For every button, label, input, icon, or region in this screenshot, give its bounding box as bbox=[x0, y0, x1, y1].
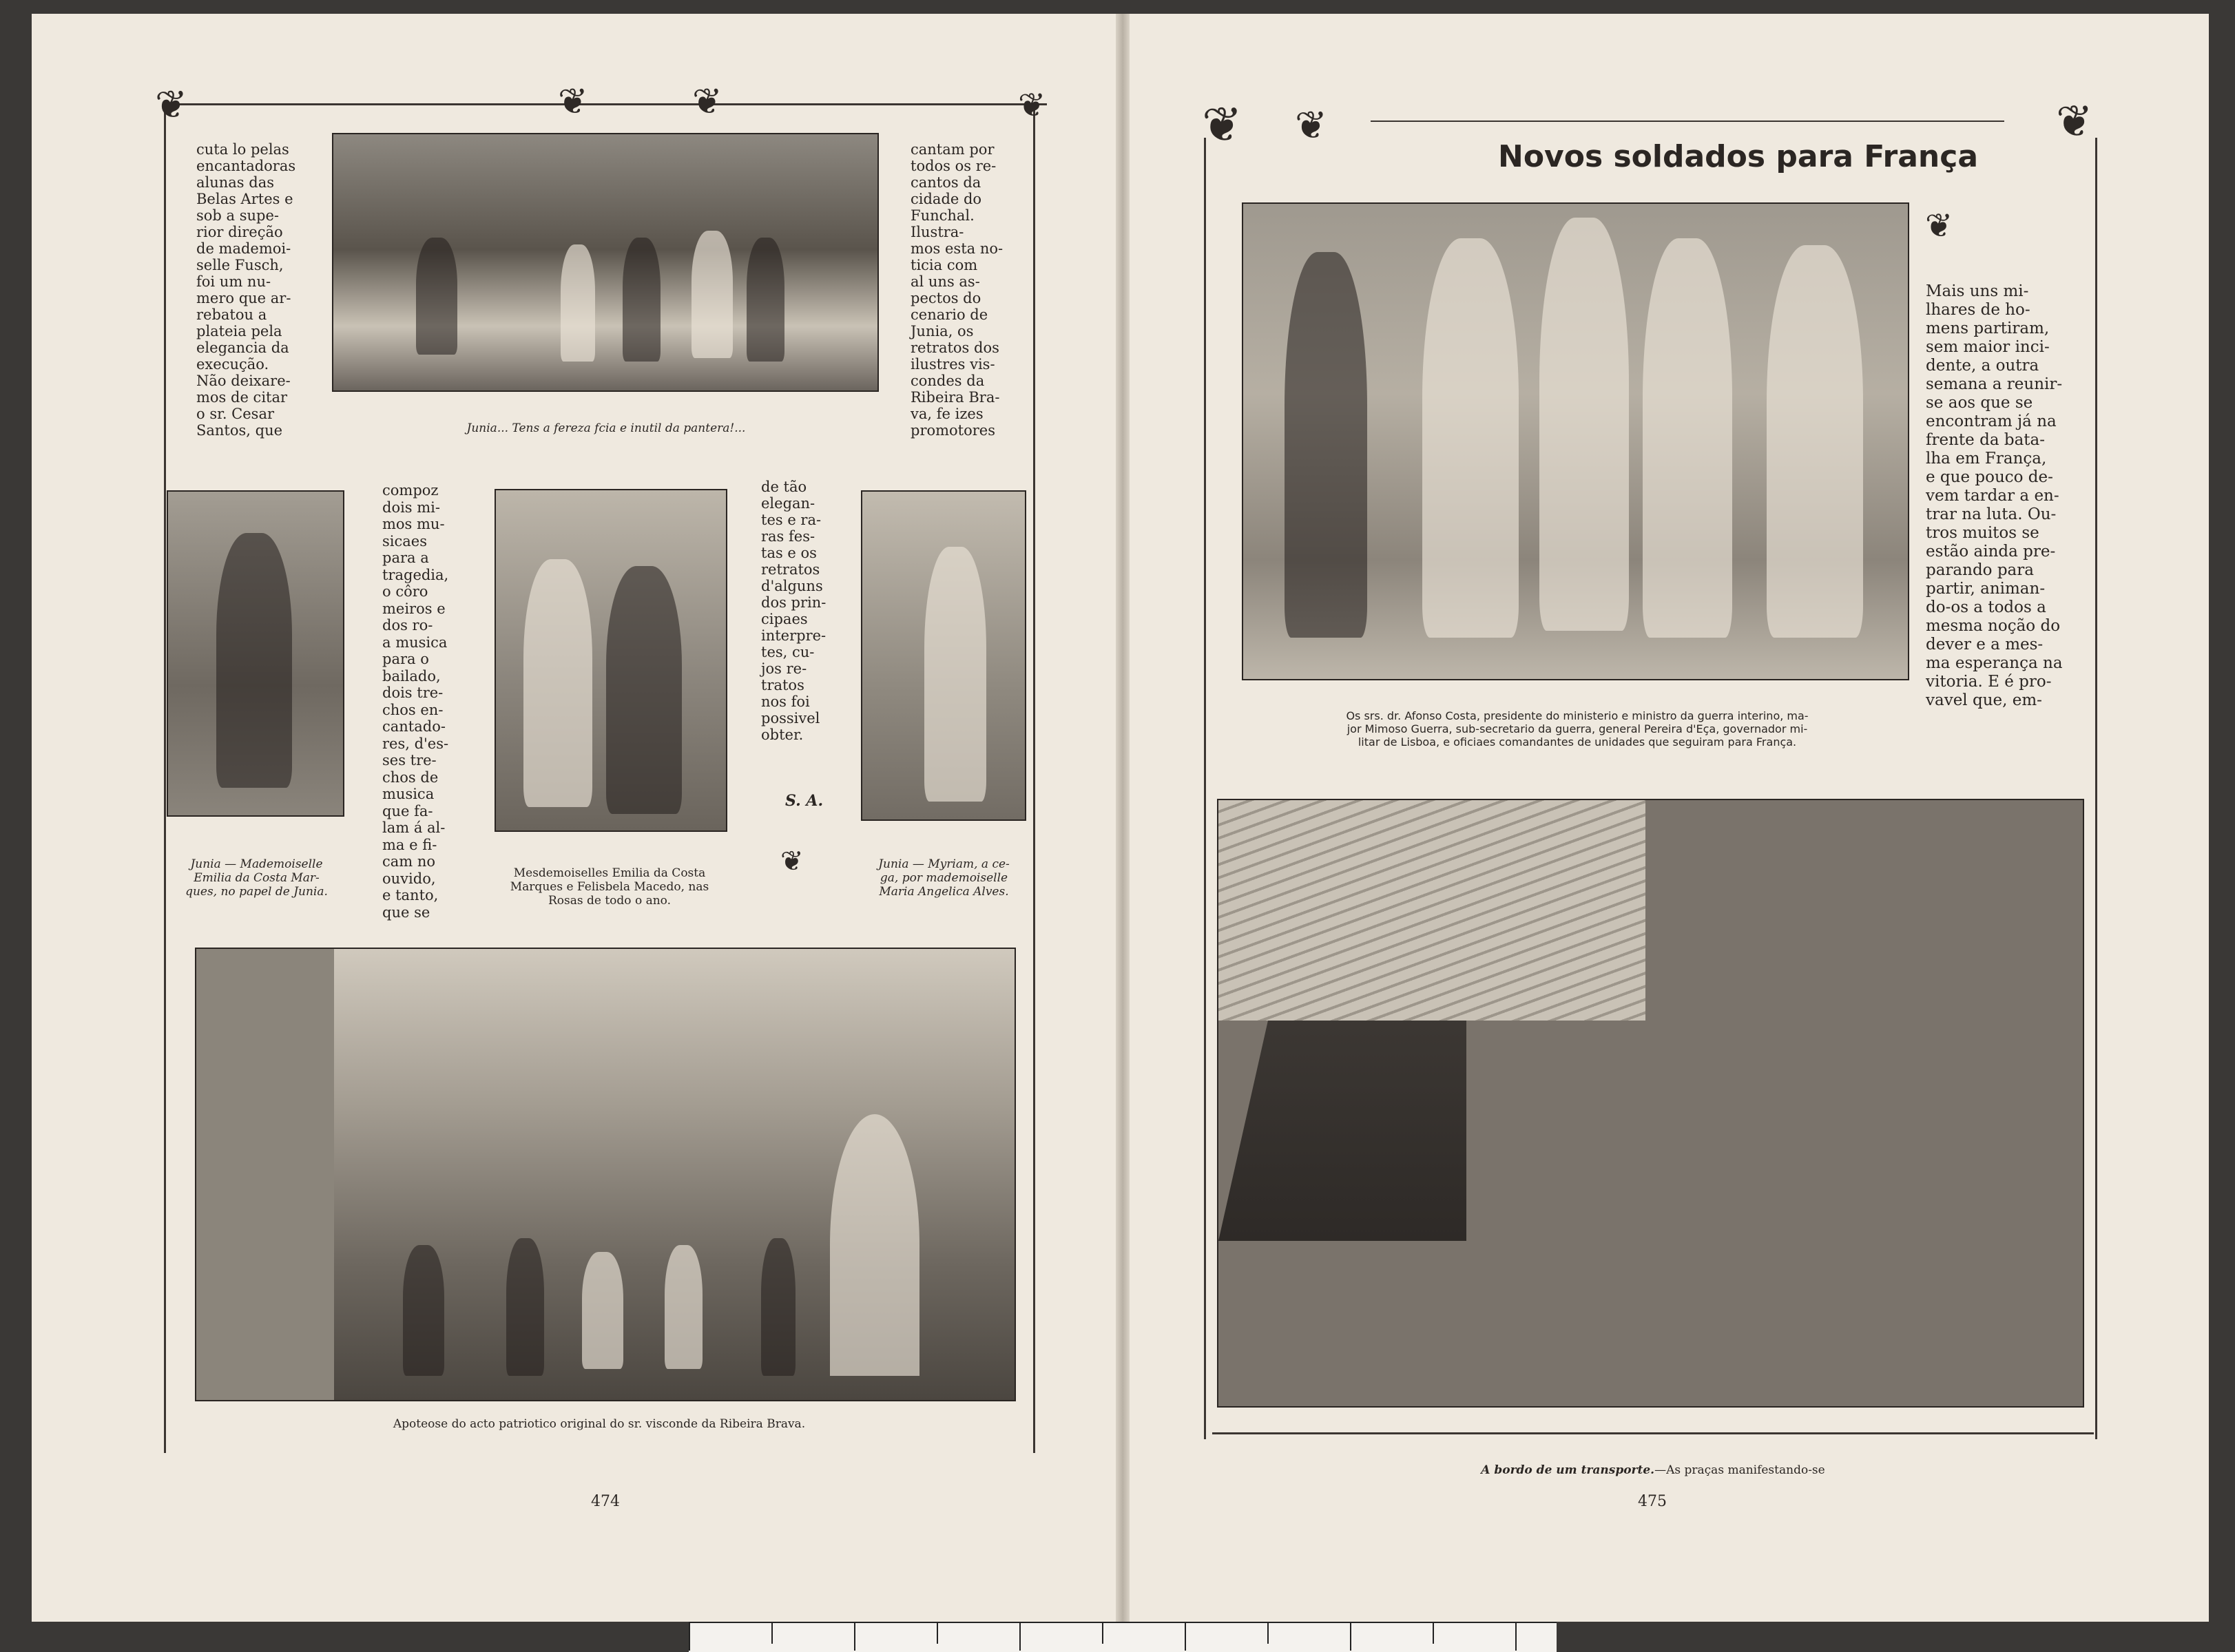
right-page-number: 475 bbox=[1638, 1493, 1667, 1510]
apotheosis-stage-photo bbox=[195, 948, 1016, 1401]
left-page-number: 474 bbox=[591, 1493, 620, 1510]
author-signature: S. A. bbox=[785, 792, 824, 810]
right-frame-bottom bbox=[1212, 1432, 2094, 1434]
article-headline: Novos soldados para França bbox=[1498, 139, 1979, 174]
portrait-pair-photo bbox=[495, 489, 727, 832]
scan-ruler bbox=[689, 1622, 1557, 1652]
left-frame-left bbox=[164, 103, 166, 1453]
apotheosis-caption: Apoteose do acto patriotico original do sr. visconde da Ribeira Brava. bbox=[393, 1417, 806, 1431]
left-top-ornament-icon-2: ❦ bbox=[692, 81, 723, 123]
left-corner-ornament-icon: ❦ bbox=[155, 83, 187, 127]
leaf-ornament-icon: ❦ bbox=[780, 846, 804, 877]
portrait-myriam-photo bbox=[861, 490, 1026, 821]
right-header-ornament-icon-2: ❦ bbox=[1295, 103, 1327, 148]
portrait-junia-photo bbox=[167, 490, 344, 817]
troop-transport-photo bbox=[1217, 799, 2084, 1408]
officials-caption: Os srs. dr. Afonso Costa, presidente do ministerio e ministro da guerra interino, ma- jor Mimoso Guerra, sub-secretario da guerra, general Pereira d'Eça, governador mi- litar de Lisboa, e oficiaes comandantes de unidades que seguiram para França. bbox=[1346, 709, 1809, 749]
left-top-column-right: cantam por todos os re- cantos da cidade do Funchal. Ilustra- mos esta no- ticia com al uns as- pectos do cenario de Junia, os retratos dos ilustres vis- condes da Ribeira Bra- va, fe izes promotores bbox=[911, 141, 1004, 439]
officials-group-photo bbox=[1242, 202, 1909, 680]
stage-scene-caption: Junia... Tens a fereza fcia e inutil da pantera!... bbox=[466, 421, 746, 435]
right-side-ornament-icon: ❦ bbox=[1925, 207, 1953, 245]
right-header-ornament-icon: ❦ bbox=[1202, 96, 1243, 153]
portrait-pair-caption: Mesdemoiselles Emilia da Costa Marques e Felisbela Macedo, nas Rosas de todo o ano. bbox=[510, 866, 709, 908]
left-top-ornament-icon: ❦ bbox=[558, 81, 588, 123]
troop-transport-caption bbox=[1378, 1450, 1929, 1477]
portrait-junia-caption: Junia — Mademoiselle Emilia da Costa Mar- ques, no papel de Junia. bbox=[185, 857, 328, 899]
right-article-column: Mais uns mi- lhares de ho- mens partiram, sem maior inci- dente, a outra semana a reunir- se aos que se encontram já na frente da bata- lha em França, e que pouco de- vem tardar a en- trar na luta. Ou- tros muitos se estão ainda pre- parando para partir, animan- do-os a todos a mesma noção do dever e a mes- ma esperança na vitoria. E é pro- vavel que, em- bbox=[1926, 282, 2063, 709]
left-corner-ornament-icon-right: ❦ bbox=[1018, 86, 1046, 125]
left-frame-right bbox=[1033, 103, 1035, 1453]
portrait-myriam-caption: Junia — Myriam, a ce- ga, por mademoiselle Maria Angelica Alves. bbox=[878, 857, 1010, 899]
right-frame-right bbox=[2095, 138, 2097, 1439]
headline-banner bbox=[1371, 121, 2004, 122]
stage-scene-photo bbox=[332, 133, 879, 392]
right-header-ornament-icon-3: ❦ bbox=[2056, 96, 2093, 147]
left-mid-column-right: de tão elegan- tes e ra- ras fes- tas e os retratos d'alguns dos prin- cipaes interpre- tes, cu- jos re- tratos nos foi possivel obter. bbox=[761, 479, 827, 743]
page-gutter bbox=[1116, 14, 1130, 1622]
right-frame-left bbox=[1204, 138, 1206, 1439]
troop-caption-rest: —As praças manifestando-se bbox=[1654, 1463, 1825, 1477]
left-mid-column-left: compoz dois mi- mos mu- sicaes para a tragedia, o côro meiros e dos ro- a musica para o bailado, dois tre- chos en- cantado- res, d'es- ses tre- chos de musica que fa- lam á al- ma e fi- cam no ouvido, e tanto, que se bbox=[382, 482, 449, 921]
left-frame-top bbox=[179, 103, 1047, 105]
left-top-column-left: cuta lo pelas encantadoras alunas das Belas Artes e sob a supe- rior direção de mademoi- selle Fusch, foi um nu- mero que ar- rebatou a plateia pela elegancia da execução. Não deixare- mos de citar o sr. Cesar Santos, que bbox=[196, 141, 296, 439]
troop-caption-italic: A bordo de um transporte. bbox=[1481, 1463, 1655, 1477]
